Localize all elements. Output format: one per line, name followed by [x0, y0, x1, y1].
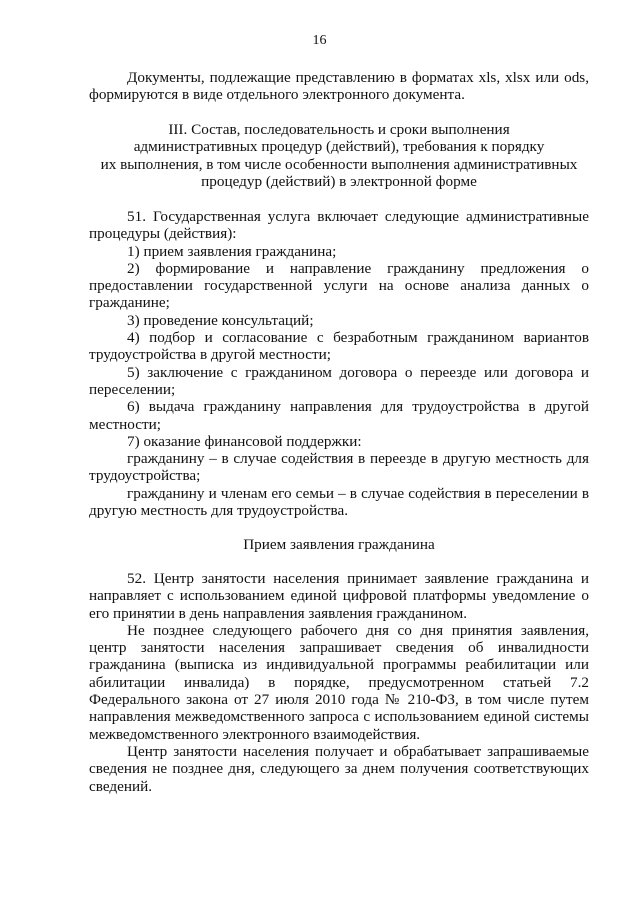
list-item: гражданину – в случае содействия в переезде в другую местность для трудоустройства; — [89, 450, 589, 485]
paragraph-51 — [89, 208, 589, 519]
paragraph-52 — [89, 570, 589, 795]
intro-line: формируются в виде отдельного электронного документа. — [89, 86, 465, 104]
paragraph-52-text: 52. Центр занятости населения принимает заявление гражданина и направляет с использованием единой цифровой платформы уведомление о его принятии в день направления заявления гражданином. — [89, 570, 589, 622]
section-title — [89, 121, 589, 190]
list-item: 2) формирование и направление гражданину предложения о предоставлении государственной услуги на основе анализа данных о гражданине; — [89, 259, 589, 312]
paragraph-52-text: Не позднее следующего рабочего дня со дня принятия заявления, центр занятости населения запрашивает сведения об инвалидности гражданина (выписка из индивидуальной программы реабилитации или абилитации инвалида) в порядке, предусмотренном статьей 7.2 Федерального закона от 27 июля 2010 года № 210-ФЗ, в том числе путем направления межведомственного запроса с использованием единой системы межведомственного электронного взаимодействия. — [89, 621, 589, 743]
intro-paragraph — [89, 69, 589, 104]
section-title-line: административных процедур (действий), требования к порядку — [133, 138, 545, 156]
list-item: 1) прием заявления гражданина; — [127, 242, 337, 260]
list-item: гражданину и членам его семьи – в случае содействия в переселении в другую местность для трудоустройства. — [89, 484, 589, 520]
list-item: 4) подбор и согласование с безработным гражданином вариантов трудоустройства в другой местности; — [89, 329, 589, 364]
page-number: 16 — [312, 33, 327, 48]
paragraph-51-lead: 51. Государственная услуга включает следующие административные процедуры (действия): — [89, 208, 589, 243]
list-item: 6) выдача гражданину направления для трудоустройства в другой местности; — [89, 398, 589, 433]
paragraph-52-text: Центр занятости населения получает и обрабатывает запрашиваемые сведения не позднее дня, следующего за днем получения соответствующих сведений. — [89, 742, 589, 795]
section-title-line: их выполнения, в том числе особенности выполнения административных — [100, 155, 578, 173]
list-item: 7) оказание финансовой поддержки: — [127, 432, 362, 450]
intro-line: Документы, подлежащие представлению в форматах xls, xlsx или ods, — [127, 69, 589, 86]
section-title-line: процедур (действий) в электронной форме — [201, 172, 477, 190]
list-item: 5) заключение с гражданином договора о переезде или договора и переселении; — [89, 363, 589, 398]
subheading: Прием заявления гражданина — [243, 536, 435, 553]
section-title-line: III. Состав, последовательность и сроки выполнения — [168, 121, 510, 138]
list-item: 3) проведение консультаций; — [127, 311, 314, 329]
